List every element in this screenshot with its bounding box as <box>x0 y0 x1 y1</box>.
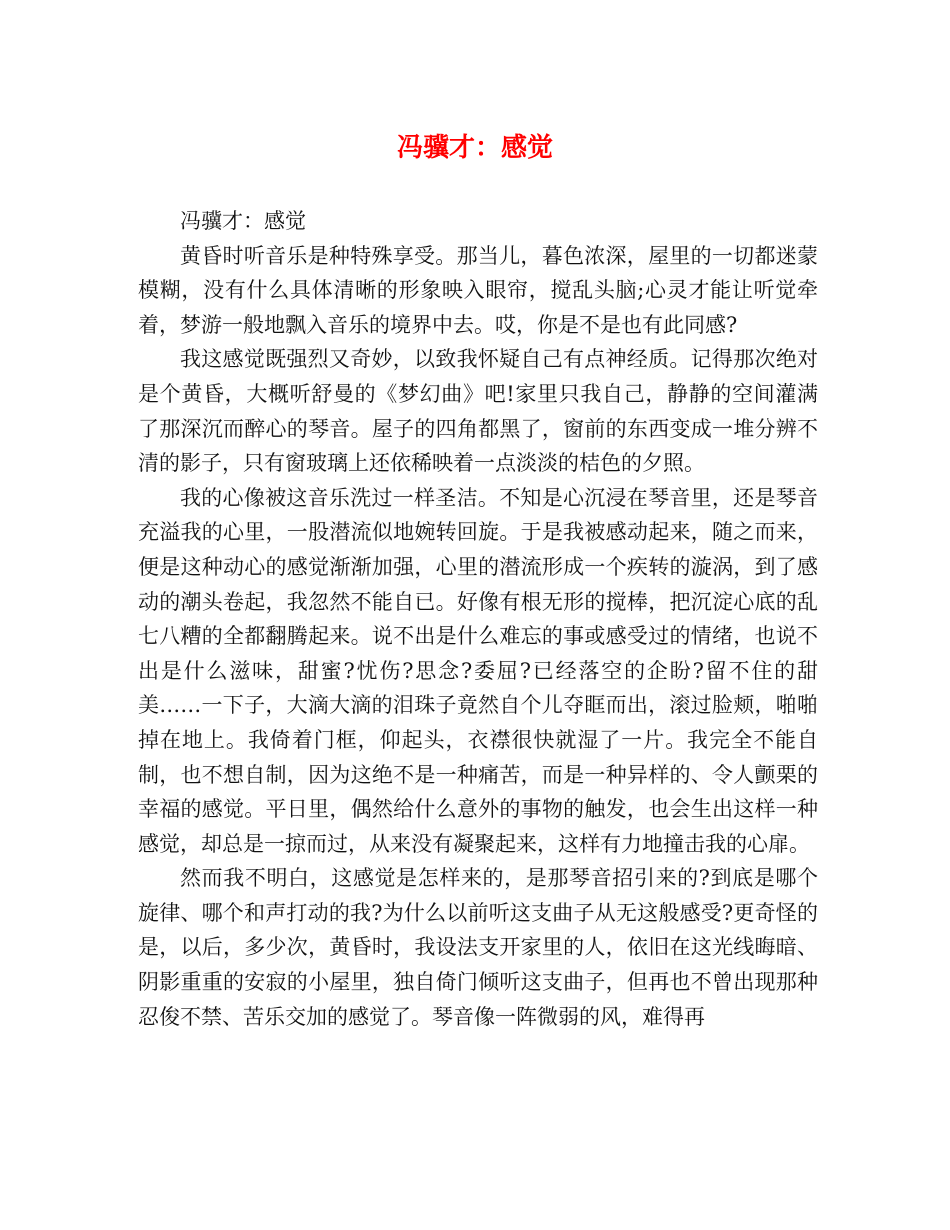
document-title: 冯骥才：感觉 <box>396 133 553 163</box>
paragraph: 黄昏时听音乐是种特殊享受。那当儿，暮色浓深，屋里的一切都迷蒙模糊，没有什么具体清晰的形象映入眼帘，搅乱头脑;心灵才能让听觉牵着，梦游一般地飘入音乐的境界中去。哎，你是不是也有此同感? <box>138 243 818 337</box>
paragraph-subtitle: 冯骥才：感觉 <box>180 209 306 233</box>
paragraph: 我的心像被这音乐洗过一样圣洁。不知是心沉浸在琴音里，还是琴音充溢我的心里，一股潜流似地婉转回旋。于是我被感动起来，随之而来，便是这种动心的感觉渐渐加强，心里的潜流形成一个疾转的漩涡，到了感动的潮头卷起，我忽然不能自已。好像有根无形的搅棒，把沉淀心底的乱七八糟的全都翻腾起来。说不出是什么难忘的事或感受过的情绪，也说不出是什么滋味，甜蜜?忧伤?思念?委屈?已经落空的企盼?留不住的甜美……一下子，大滴大滴的泪珠子竟然自个儿夺眶而出，滚过脸颊，啪啪掉在地上。我倚着门框，仰起头，衣襟很快就湿了一片。我完全不能自制，也不想自制，因为这绝不是一种痛苦，而是一种异样的、令人颤栗的幸福的感觉。平日里，偶然给什么意外的事物的触发，也会生出这样一种感觉，却总是一掠而过，从来没有凝聚起来，这样有力地撞击我的心扉。 <box>138 485 818 856</box>
paragraph: 我这感觉既强烈又奇妙，以致我怀疑自己有点神经质。记得那次绝对是个黄昏，大概听舒曼的《梦幻曲》吧!家里只我自己，静静的空间灌满了那深沉而醉心的琴音。屋子的四角都黑了，窗前的东西变成一堆分辨不清的影子，只有窗玻璃上还依稀映着一点淡淡的桔色的夕照。 <box>138 347 818 476</box>
document-body <box>138 204 818 1034</box>
paragraph: 然而我不明白，这感觉是怎样来的，是那琴音招引来的?到底是哪个旋律、哪个和声打动的我?为什么以前听这支曲子从无这般感受?更奇怪的是，以后，多少次，黄昏时，我设法支开家里的人，依旧在这光线晦暗、阴影重重的安寂的小屋里，独自倚门倾听这支曲子，但再也不曾出现那种忍俊不禁、苦乐交加的感觉了。琴音像一阵微弱的风，难得再 <box>138 866 818 1029</box>
